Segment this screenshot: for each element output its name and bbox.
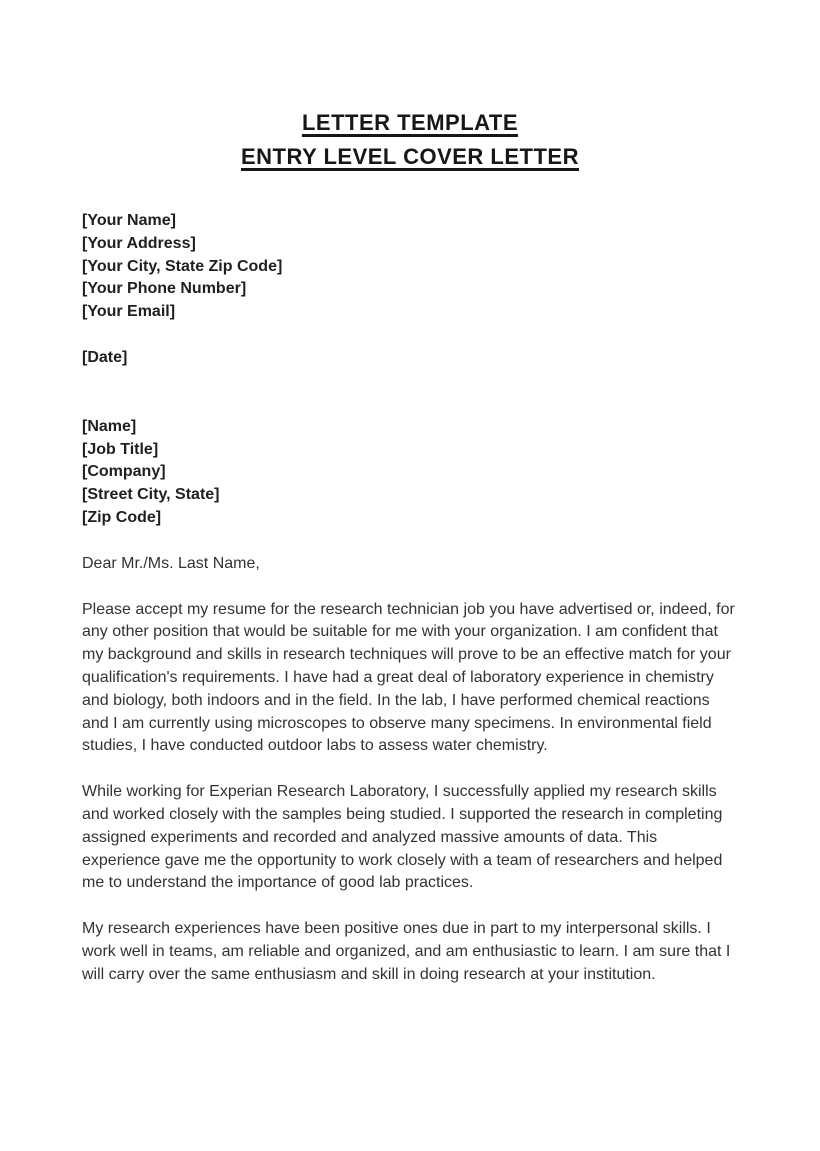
title-line-2	[82, 140, 738, 174]
title-line-2-text: ENTRY LEVEL COVER LETTER	[241, 144, 579, 169]
title-line-1-text: LETTER TEMPLATE	[301, 110, 519, 135]
sender-email-line: [Your Email]	[82, 303, 176, 321]
recipient-street-city-state-line: [Street City, State]	[82, 486, 220, 504]
body-paragraph-1: Please accept my resume for the research technician job you have advertised or, indeed, for any other position that would be suitable for me with your organization. I am confident that my background and skills in research techniques will prove to be an effective match for your qualification's requirements. I have had a great deal of laboratory experience in chemistry and biology, both indoors and in the field. In the lab, I have performed chemical reactions and I am currently using microscopes to observe many specimens. In environmental field studies, I have conducted outdoor labs to assess water chemistry.	[82, 600, 735, 755]
body-paragraph-3: My research experiences have been positive ones due in part to my interpersonal skills. I work well in teams, am reliable and organized, and am enthusiastic to learn. I am sure that I will carry over the same enthusiasm and skill in doing research at your institution.	[82, 920, 731, 983]
recipient-block	[82, 416, 738, 530]
sender-address-line: [Your Address]	[82, 234, 196, 252]
body-paragraph-2: While working for Experian Research Laboratory, I successfully applied my research skills and worked closely with the samples being studied. I supported the research in completing assigned experiments and recorded and analyzed massive amounts of data. This experience gave me the opportunity to work closely with a team of researchers and helped me to understand the importance of good lab practices.	[82, 783, 723, 892]
recipient-zip-code-line: [Zip Code]	[82, 508, 162, 526]
recipient-name-line: [Name]	[82, 417, 137, 435]
document-title	[82, 106, 738, 174]
sender-city-state-zip-line: [Your City, State Zip Code]	[82, 257, 283, 275]
sender-phone-line: [Your Phone Number]	[82, 280, 247, 298]
recipient-job-title-line: [Job Title]	[82, 440, 159, 458]
sender-block	[82, 210, 738, 324]
sender-name-line: [Your Name]	[82, 212, 176, 229]
title-line-1	[82, 106, 738, 140]
recipient-company-line: [Company]	[82, 463, 166, 481]
date-line: [Date]	[82, 348, 128, 366]
salutation: Dear Mr./Ms. Last Name,	[82, 554, 260, 572]
